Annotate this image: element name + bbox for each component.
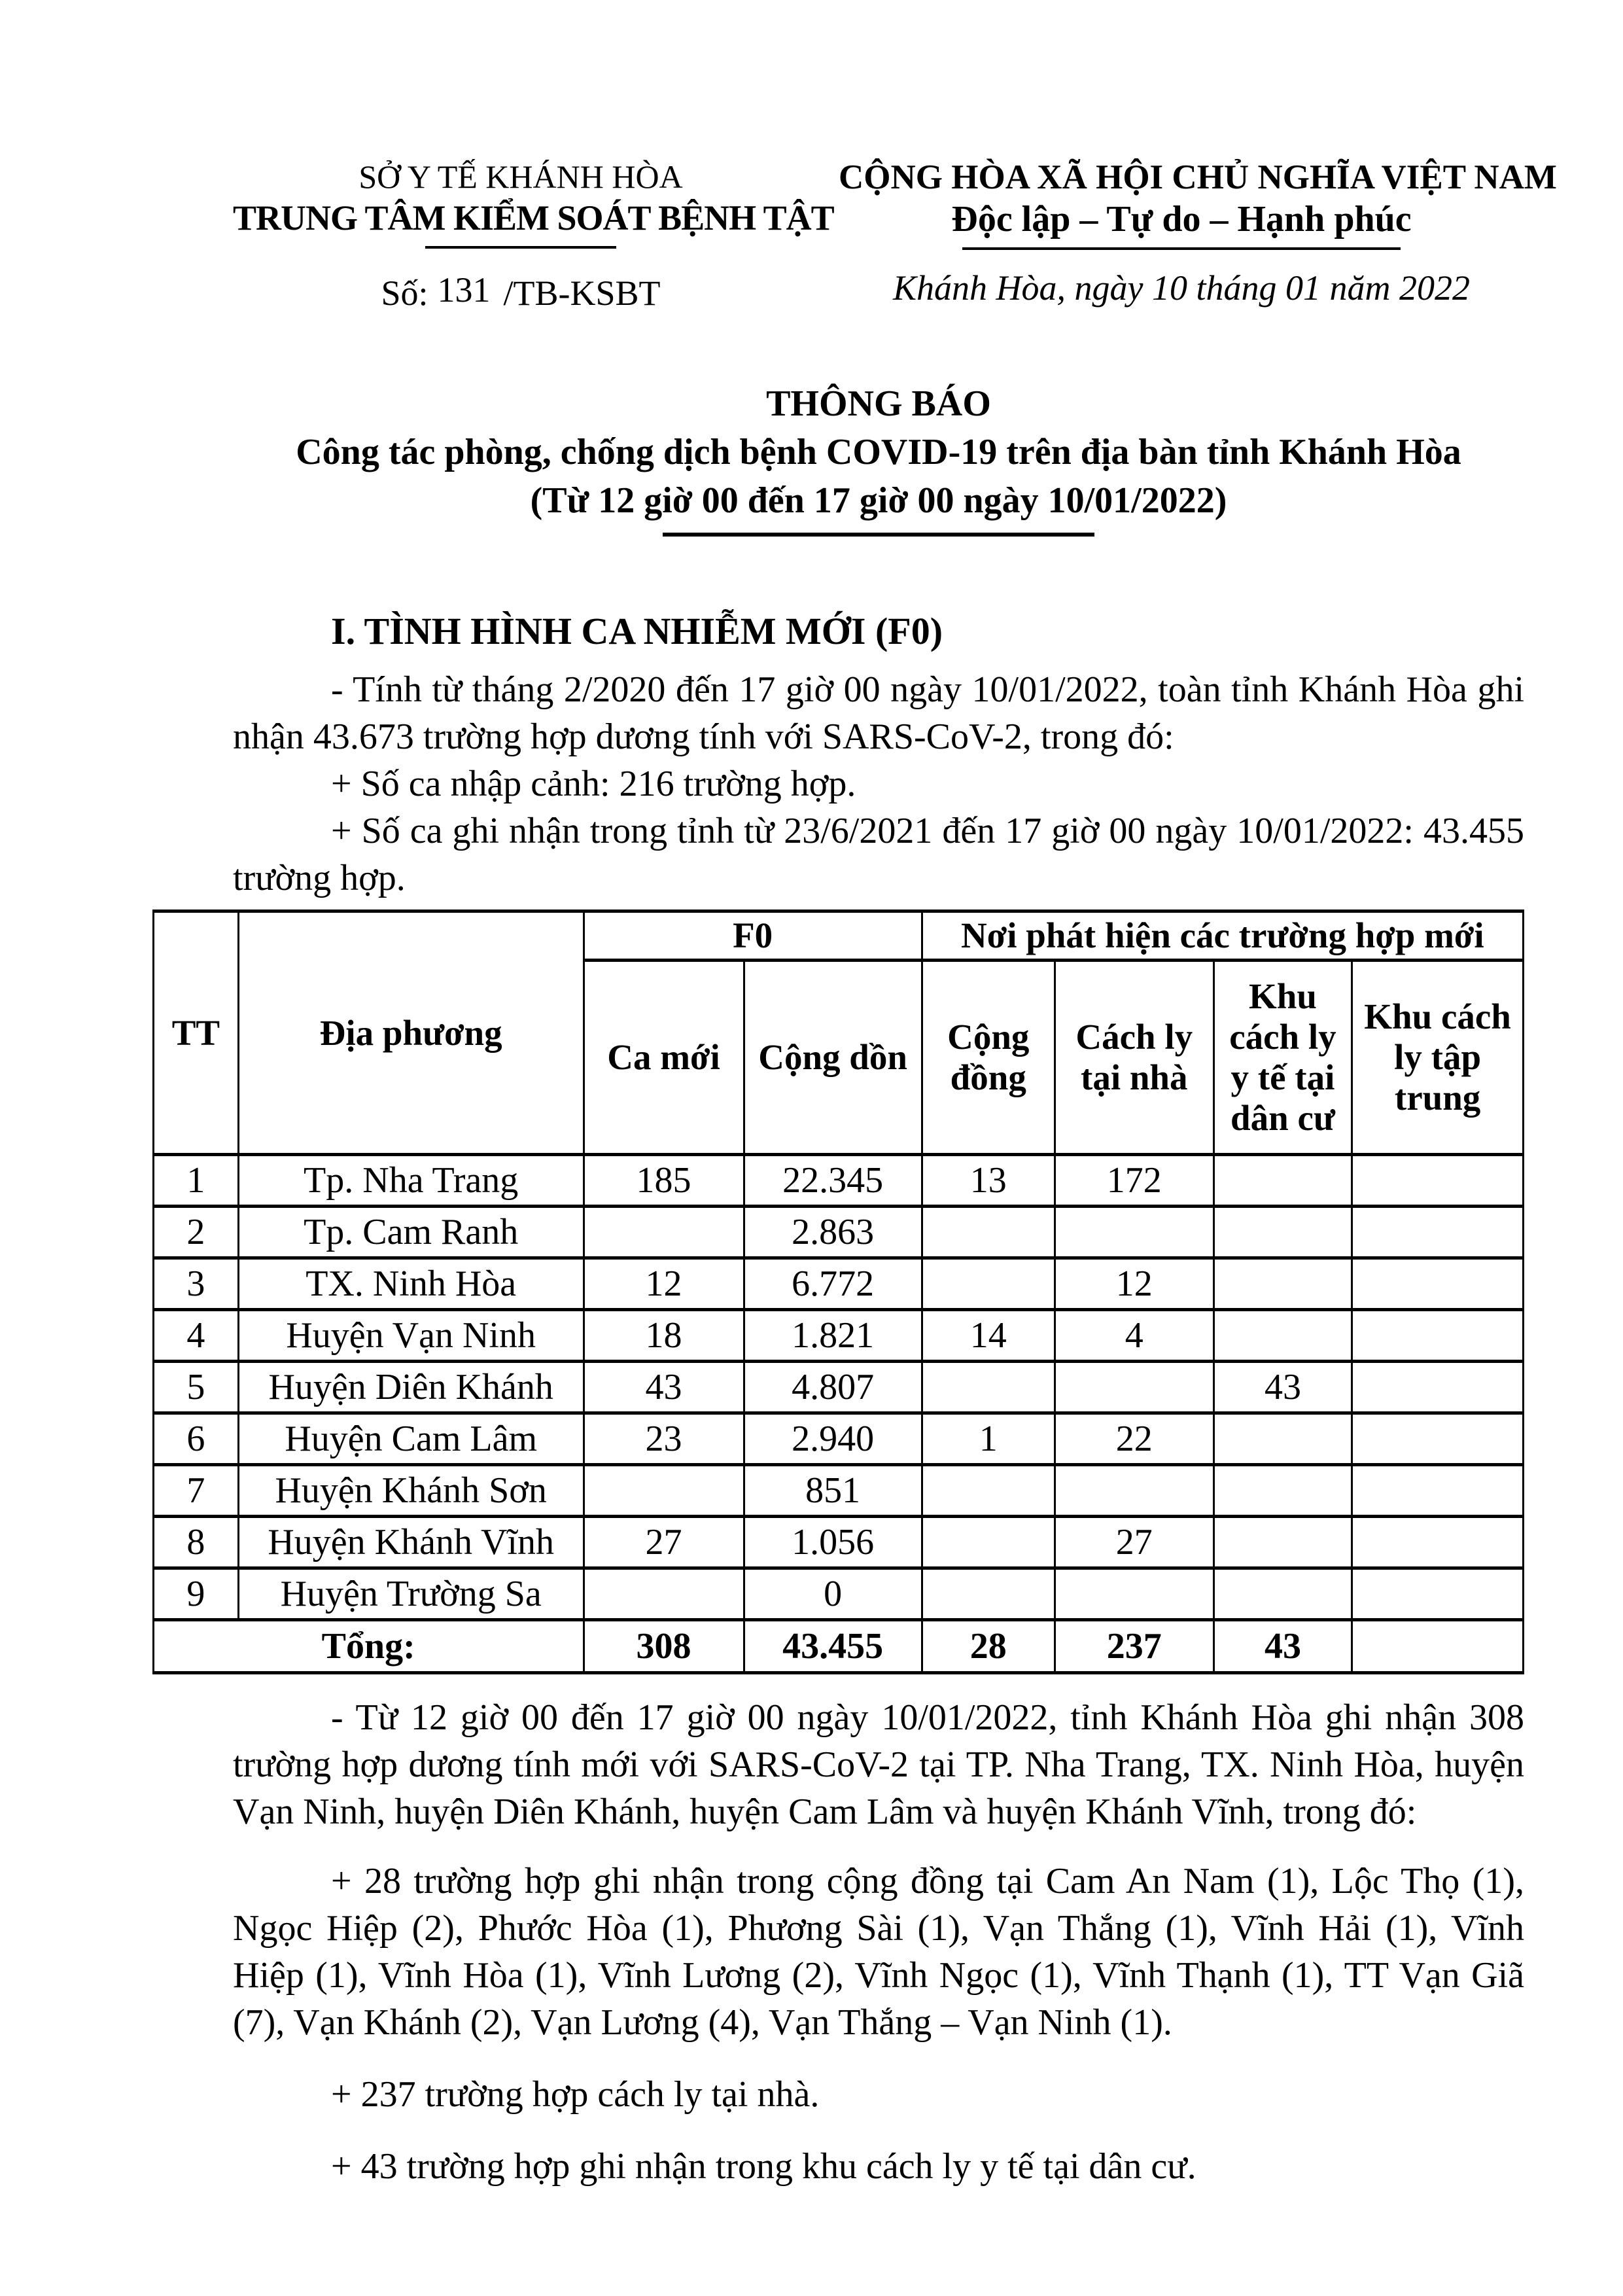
cell-tt: 7 bbox=[154, 1465, 239, 1517]
letterhead-national-block bbox=[839, 157, 1557, 309]
total-label: Tổng: bbox=[154, 1620, 584, 1673]
cell-dia-phuong: TX. Ninh Hòa bbox=[238, 1258, 584, 1310]
cell-value bbox=[1213, 1155, 1352, 1207]
cell-tt: 8 bbox=[154, 1517, 239, 1568]
cell-dia-phuong: Huyện Trường Sa bbox=[238, 1568, 584, 1620]
issuer-name: TRUNG TÂM KIỂM SOÁT BỆNH TẬT bbox=[233, 198, 834, 238]
paragraph-medical-quarantine-cases: + 43 trường hợp ghi nhận trong khu cách ly y tế tại dân cư. bbox=[331, 2146, 1196, 2187]
cell-value: 2.863 bbox=[744, 1207, 922, 1258]
national-motto-line1: CỘNG HÒA XÃ HỘI CHỦ NGHĨA VIỆT NAM bbox=[839, 158, 1557, 196]
section-1-heading: I. TÌNH HÌNH CA NHIỄM MỚI (F0) bbox=[331, 610, 943, 652]
total-value: 43 bbox=[1213, 1620, 1352, 1673]
table-body bbox=[154, 1155, 1524, 1673]
cell-value: 12 bbox=[1055, 1258, 1213, 1310]
paragraph-new-cases-summary: - Từ 12 giờ 00 đến 17 giờ 00 ngày 10/01/2022, tỉnh Khánh Hòa ghi nhận 308 trường hợp dương tính mới với SARS-CoV-2 tại TP. Nha Trang, TX. Ninh Hòa, huyện Vạn Ninh, huyện Diên Khánh, huyện Cam Lâm và huyện Khánh Vĩnh, trong đó: bbox=[233, 1697, 1524, 1832]
cell-value: 22 bbox=[1055, 1413, 1213, 1465]
cell-value bbox=[922, 1568, 1055, 1620]
table-row bbox=[154, 1258, 1524, 1310]
cell-dia-phuong: Huyện Khánh Vĩnh bbox=[238, 1517, 584, 1568]
letterhead-issuer-block bbox=[233, 157, 834, 314]
paragraph-home-quarantine-cases: + 237 trường hợp cách ly tại nhà. bbox=[331, 2074, 820, 2115]
cell-value bbox=[584, 1207, 744, 1258]
total-value: 308 bbox=[584, 1620, 744, 1673]
national-motto-line2: Độc lập – Tự do – Hạnh phúc bbox=[951, 199, 1412, 239]
cell-value bbox=[1352, 1155, 1524, 1207]
cell-value bbox=[1213, 1207, 1352, 1258]
col-header-khu-cach-ly-y-te: Khu cách ly y tế tại dân cư bbox=[1213, 961, 1352, 1155]
cell-dia-phuong: Huyện Cam Lâm bbox=[238, 1413, 584, 1465]
col-header-cong-don: Cộng dồn bbox=[744, 961, 922, 1155]
cell-value: 185 bbox=[584, 1155, 744, 1207]
motto-underline bbox=[962, 247, 1401, 250]
cell-dia-phuong: Tp. Nha Trang bbox=[238, 1155, 584, 1207]
cell-value: 4 bbox=[1055, 1310, 1213, 1362]
col-header-cong-dong: Cộng đồng bbox=[922, 961, 1055, 1155]
paragraph-imported-cases: + Số ca nhập cảnh: 216 trường hợp. bbox=[331, 764, 856, 804]
cell-value bbox=[1213, 1568, 1352, 1620]
cell-value: 0 bbox=[744, 1568, 922, 1620]
cell-value bbox=[1055, 1362, 1213, 1413]
cell-value: 27 bbox=[1055, 1517, 1213, 1568]
cell-value bbox=[1352, 1413, 1524, 1465]
cell-value bbox=[1352, 1310, 1524, 1362]
table-row bbox=[154, 1155, 1524, 1207]
document-number-suffix: /TB-KSBT bbox=[503, 274, 661, 313]
cell-value: 14 bbox=[922, 1310, 1055, 1362]
document-subtitle: Công tác phòng, chống dịch bệnh COVID-19 trên địa bàn tỉnh Khánh Hòa bbox=[296, 432, 1461, 472]
paragraph-cumulative-cases: - Tính từ tháng 2/2020 đến 17 giờ 00 ngày 10/01/2022, toàn tỉnh Khánh Hòa ghi nhận 43.673 trường hợp dương tính với SARS-CoV-2, trong đó: bbox=[233, 669, 1524, 757]
cell-value bbox=[922, 1465, 1055, 1517]
cell-value bbox=[922, 1362, 1055, 1413]
table-row bbox=[154, 1568, 1524, 1620]
table-row bbox=[154, 1465, 1524, 1517]
cell-value: 172 bbox=[1055, 1155, 1213, 1207]
col-group-f0: F0 bbox=[584, 911, 922, 961]
cell-value: 4.807 bbox=[744, 1362, 922, 1413]
table-row bbox=[154, 1207, 1524, 1258]
cell-value bbox=[1213, 1258, 1352, 1310]
table-row bbox=[154, 1362, 1524, 1413]
letterhead bbox=[233, 157, 1557, 314]
cell-value bbox=[1352, 1517, 1524, 1568]
cell-value: 2.940 bbox=[744, 1413, 922, 1465]
cell-value bbox=[1213, 1413, 1352, 1465]
cell-tt: 1 bbox=[154, 1155, 239, 1207]
cell-value: 12 bbox=[584, 1258, 744, 1310]
title-underline bbox=[663, 533, 1094, 537]
total-value: 237 bbox=[1055, 1620, 1213, 1673]
document-number-value: 131 bbox=[437, 270, 491, 309]
col-header-cach-ly-tai-nha: Cách ly tại nhà bbox=[1055, 961, 1213, 1155]
cell-value: 22.345 bbox=[744, 1155, 922, 1207]
cell-value bbox=[584, 1568, 744, 1620]
cell-value bbox=[1055, 1207, 1213, 1258]
total-value bbox=[1352, 1620, 1524, 1673]
cell-tt: 4 bbox=[154, 1310, 239, 1362]
table-row bbox=[154, 1310, 1524, 1362]
cell-value bbox=[1055, 1465, 1213, 1517]
table-row bbox=[154, 1517, 1524, 1568]
cell-tt: 6 bbox=[154, 1413, 239, 1465]
cell-value bbox=[1352, 1362, 1524, 1413]
cell-value bbox=[584, 1465, 744, 1517]
document-title-block bbox=[233, 380, 1524, 537]
table-row bbox=[154, 1413, 1524, 1465]
document-title: THÔNG BÁO bbox=[766, 383, 991, 424]
issuer-parent-name: SỞ Y TẾ KHÁNH HÒA bbox=[358, 158, 683, 195]
cell-value bbox=[1352, 1207, 1524, 1258]
cell-tt: 2 bbox=[154, 1207, 239, 1258]
cell-dia-phuong: Huyện Khánh Sơn bbox=[238, 1465, 584, 1517]
cell-value bbox=[1352, 1258, 1524, 1310]
cell-tt: 9 bbox=[154, 1568, 239, 1620]
cell-value bbox=[1055, 1568, 1213, 1620]
cell-value: 1.821 bbox=[744, 1310, 922, 1362]
document-time-range: (Từ 12 giờ 00 đến 17 giờ 00 ngày 10/01/2022) bbox=[530, 480, 1227, 521]
cell-value: 43 bbox=[1213, 1362, 1352, 1413]
cell-value: 1.056 bbox=[744, 1517, 922, 1568]
cell-value: 23 bbox=[584, 1413, 744, 1465]
place-date-line: Khánh Hòa, ngày 10 tháng 01 năm 2022 bbox=[893, 268, 1470, 308]
col-header-ca-moi: Ca mới bbox=[584, 961, 744, 1155]
col-header-dia-phuong: Địa phương bbox=[238, 911, 584, 1155]
issuer-underline bbox=[425, 246, 616, 249]
cell-value: 18 bbox=[584, 1310, 744, 1362]
cell-value bbox=[922, 1517, 1055, 1568]
cell-dia-phuong: Huyện Vạn Ninh bbox=[238, 1310, 584, 1362]
cell-value bbox=[1213, 1465, 1352, 1517]
cell-value: 851 bbox=[744, 1465, 922, 1517]
col-header-khu-cach-ly-tap-trung: Khu cách ly tập trung bbox=[1352, 961, 1524, 1155]
cell-value: 13 bbox=[922, 1155, 1055, 1207]
table-header-row-groups bbox=[154, 911, 1524, 961]
col-header-tt: TT bbox=[154, 911, 239, 1155]
cell-value: 1 bbox=[922, 1413, 1055, 1465]
cell-value bbox=[1213, 1310, 1352, 1362]
cell-value bbox=[1352, 1465, 1524, 1517]
cell-value: 43 bbox=[584, 1362, 744, 1413]
total-value: 28 bbox=[922, 1620, 1055, 1673]
paragraph-community-cases-detail: + 28 trường hợp ghi nhận trong cộng đồng tại Cam An Nam (1), Lộc Thọ (1), Ngọc Hiệp (2), Phước Hòa (1), Phương Sài (1), Vạn Thắng (1), Vĩnh Hải (1), Vĩnh Hiệp (1), Vĩnh Hòa (1), Vĩnh Lương (2), Vĩnh Ngọc (1), Vĩnh Thạnh (1), TT Vạn Giã (7), Vạn Khánh (2), Vạn Lương (4), Vạn Thắng – Vạn Ninh (1). bbox=[233, 1861, 1524, 2043]
cell-dia-phuong: Huyện Diên Khánh bbox=[238, 1362, 584, 1413]
cell-value bbox=[922, 1258, 1055, 1310]
cell-value: 27 bbox=[584, 1517, 744, 1568]
document-number-label: Số: bbox=[381, 274, 428, 313]
paragraph-domestic-cases: + Số ca ghi nhận trong tỉnh từ 23/6/2021 đến 17 giờ 00 ngày 10/01/2022: 43.455 trường hợp. bbox=[233, 811, 1524, 898]
cell-tt: 5 bbox=[154, 1362, 239, 1413]
table-total-row bbox=[154, 1620, 1524, 1673]
cell-tt: 3 bbox=[154, 1258, 239, 1310]
covid-statistics-table bbox=[152, 910, 1524, 1674]
cell-dia-phuong: Tp. Cam Ranh bbox=[238, 1207, 584, 1258]
cell-value bbox=[1213, 1517, 1352, 1568]
total-value: 43.455 bbox=[744, 1620, 922, 1673]
cell-value bbox=[1352, 1568, 1524, 1620]
document-number-line bbox=[233, 272, 809, 314]
cell-value: 6.772 bbox=[744, 1258, 922, 1310]
cell-value bbox=[922, 1207, 1055, 1258]
col-group-noi-phat-hien: Nơi phát hiện các trường hợp mới bbox=[922, 911, 1523, 961]
